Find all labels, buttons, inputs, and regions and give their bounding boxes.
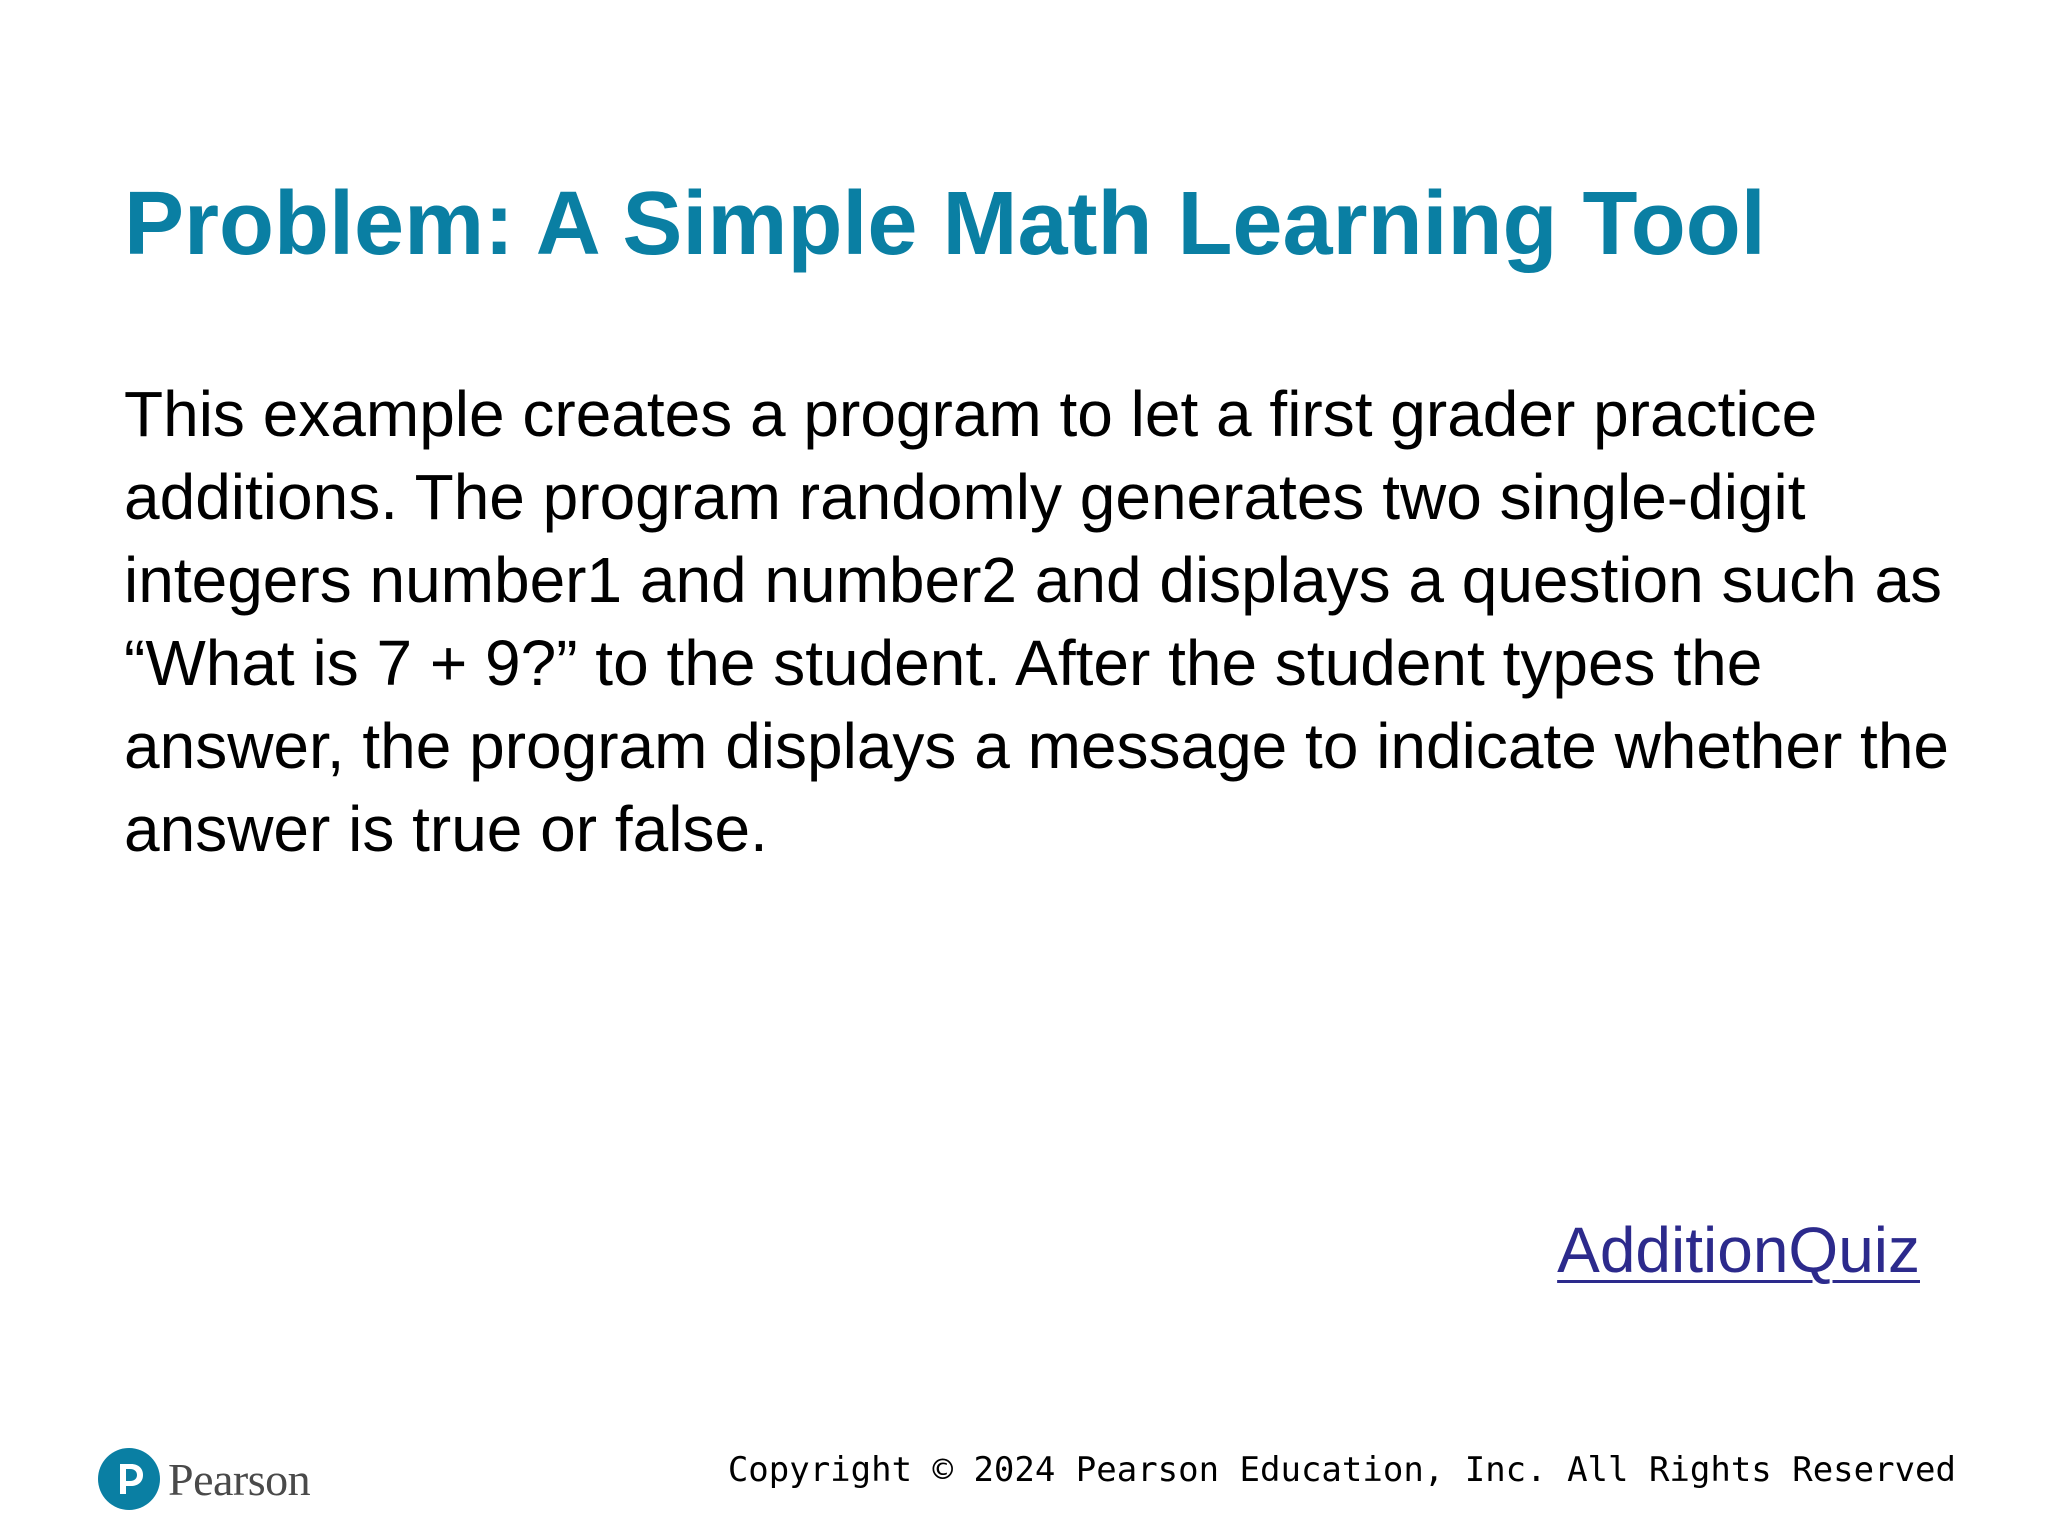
slide-body-text: This example creates a program to let a first grader practice additions. The program randomly generates two single-digit integers number1 and number2 and displays a question such as “What is 7 + 9?” to the student. After the student types the answer, the program displays a message to indicate whether the answer is true or false. [124,378,1949,865]
slide-title: Problem: A Simple Math Learning Tool [124,174,1766,274]
copyright-notice: Copyright © 2024 Pearson Education, Inc. All Rights Reserved [727,1450,1956,1490]
addition-quiz-link[interactable]: AdditionQuiz [1557,1214,1920,1286]
pearson-logo-icon [98,1448,160,1510]
pearson-logo-text: Pearson [168,1453,311,1505]
pearson-logo [98,1448,310,1510]
